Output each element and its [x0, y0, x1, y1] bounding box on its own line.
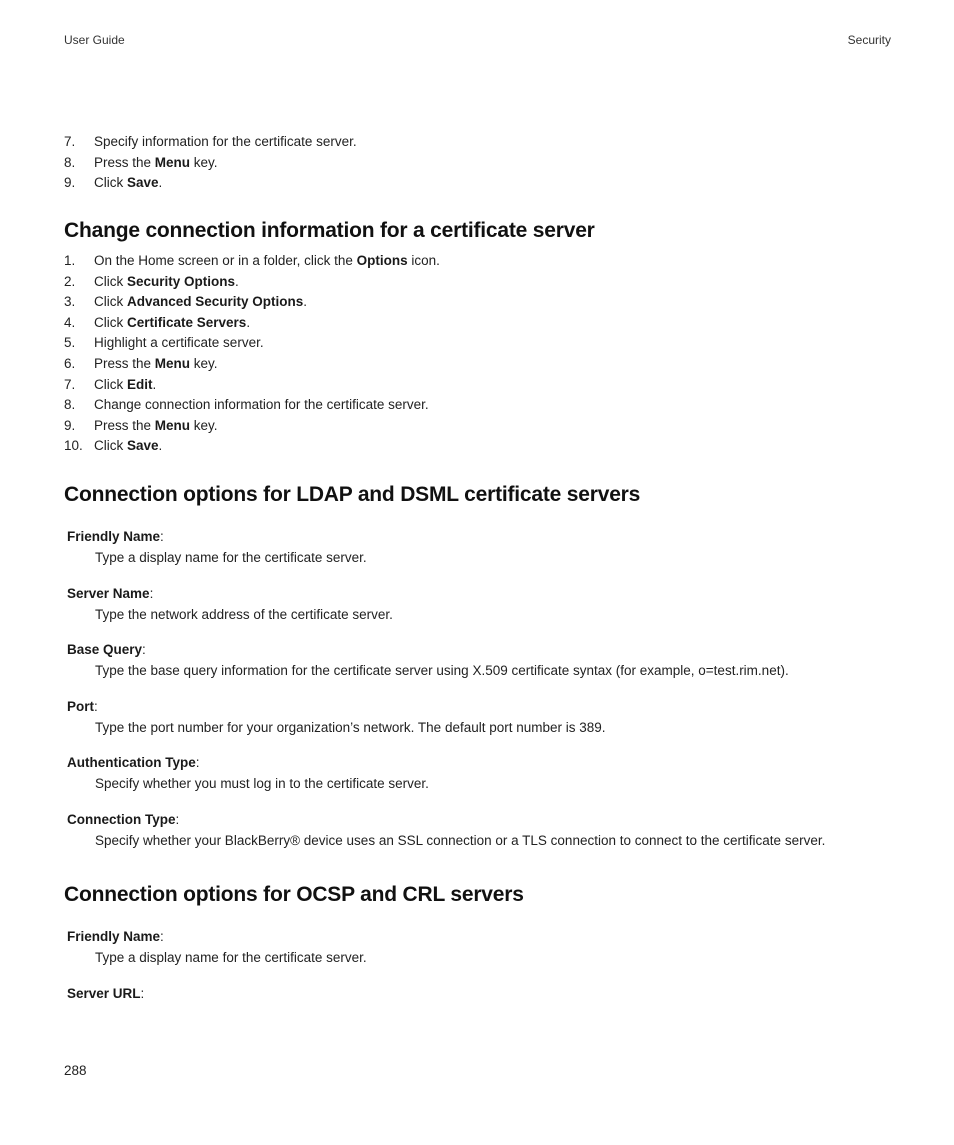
list-item: 3. Click Advanced Security Options.	[64, 294, 308, 310]
list-item	[67, 696, 825, 753]
list-item: 7. Click Edit.	[64, 376, 157, 392]
option-description: Specify whether you must log in to the certificate server.	[95, 776, 429, 791]
option-term: Server Name:	[67, 585, 154, 601]
list-item	[67, 752, 825, 809]
option-term: Friendly Name:	[67, 929, 164, 944]
list-item: 5. Highlight a certificate server.	[64, 335, 264, 351]
list-item: 10. Click Save.	[64, 438, 163, 454]
option-description: Type a display name for the certificate server.	[95, 950, 367, 965]
option-term: Connection Type:	[67, 811, 180, 827]
running-head-section: Security	[847, 33, 891, 47]
list-item	[67, 639, 825, 696]
list-item: 9. Press the Menu key.	[64, 417, 218, 433]
list-item: 8. Press the Menu key.	[64, 154, 218, 170]
step-list-change-connection	[64, 251, 440, 457]
option-term: Authentication Type:	[67, 755, 200, 770]
list-item	[67, 926, 367, 983]
option-description: Type the port number for your organization’s network. The default port number is 389.	[95, 719, 606, 735]
option-description: Specify whether your BlackBerry® device uses an SSL connection or a TLS connection to connect to the certificate server.	[95, 832, 826, 848]
list-item: 6. Press the Menu key.	[64, 355, 218, 371]
section-heading-ocsp-crl: Connection options for OCSP and CRL servers	[64, 883, 524, 906]
running-head-title: User Guide	[64, 33, 125, 47]
list-item	[67, 583, 825, 640]
option-term: Friendly Name:	[67, 529, 164, 544]
option-term: Port:	[67, 698, 98, 714]
option-description: Type a display name for the certificate server.	[95, 550, 367, 565]
option-term: Server URL:	[67, 985, 145, 1001]
section-heading-ldap-dsml: Connection options for LDAP and DSML certificate servers	[64, 483, 641, 506]
section-heading-change-connection: Change connection information for a certificate server	[64, 219, 595, 242]
list-item: 7. Specify information for the certificate server.	[64, 134, 357, 149]
option-description: Type the base query information for the certificate server using X.509 certificate syntax (for example, o=test.rim.net).	[95, 663, 789, 678]
list-item: 9. Click Save.	[64, 175, 163, 191]
list-item	[67, 526, 825, 583]
list-item	[67, 809, 825, 866]
option-list-ocsp-crl	[67, 926, 367, 1039]
list-item	[67, 983, 367, 1040]
option-list-ldap-dsml	[67, 526, 825, 865]
list-item: 4. Click Certificate Servers.	[64, 314, 251, 330]
option-description: Type the network address of the certificate server.	[95, 606, 393, 622]
step-list-continued	[64, 132, 357, 194]
list-item: 2. Click Security Options.	[64, 273, 239, 289]
option-term: Base Query:	[67, 642, 146, 657]
list-item: 8. Change connection information for the certificate server.	[64, 397, 429, 413]
page-number: 288	[64, 1063, 87, 1078]
list-item: 1. On the Home screen or in a folder, click the Options icon.	[64, 253, 440, 268]
